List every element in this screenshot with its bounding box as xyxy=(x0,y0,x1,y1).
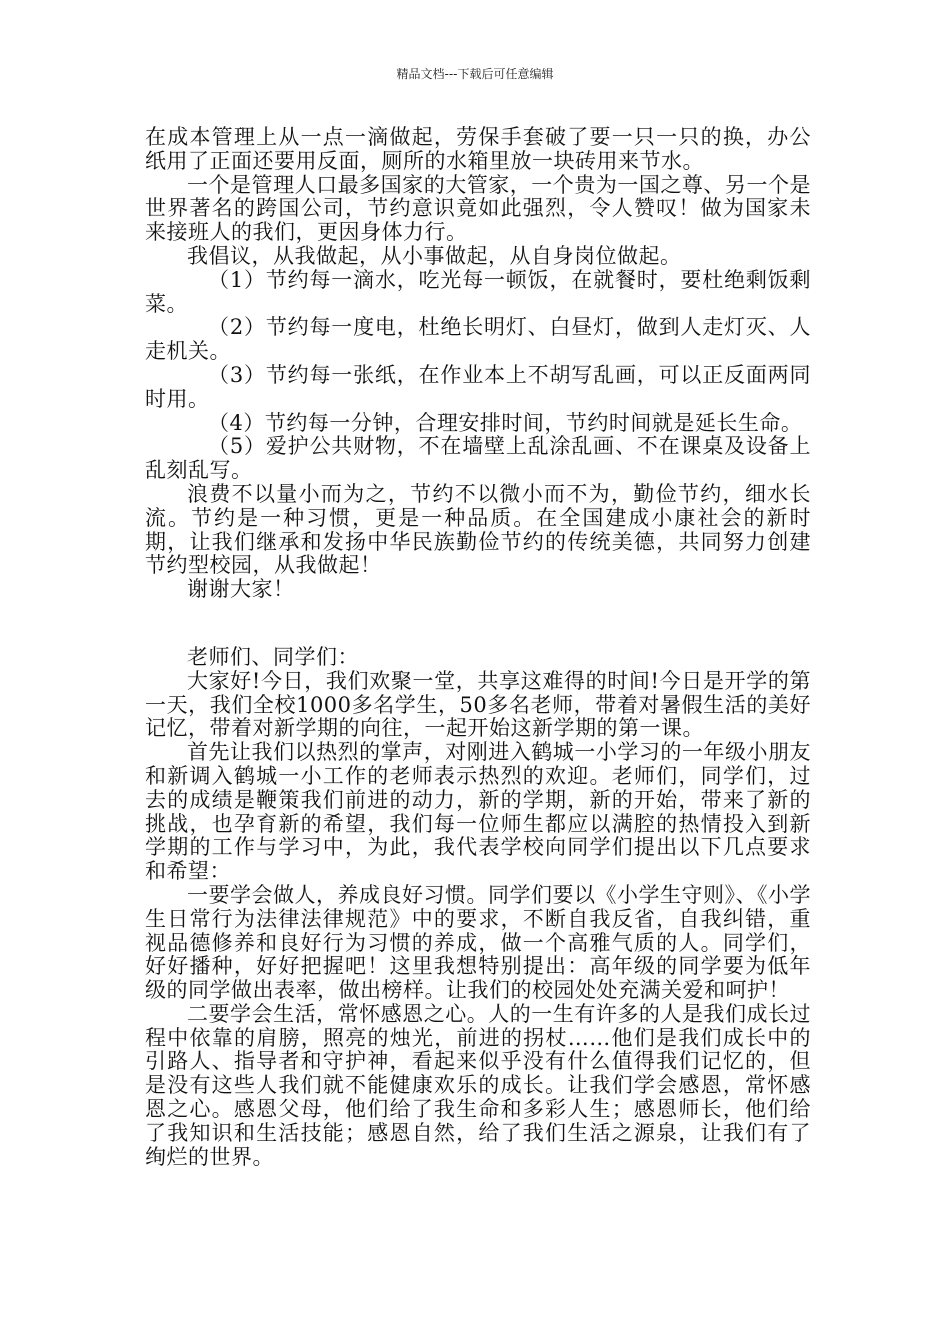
list-item: （5）爱护公共财物，不在墙壁上乱涂乱画、不在课桌及设备上乱刻乱写。 xyxy=(145,434,811,483)
paragraph: 我倡议，从我做起，从小事做起，从自身岗位做起。 xyxy=(187,243,682,268)
paragraph: 一要学会做人，养成良好习惯。同学们要以《小学生守则》、《小学生日常行为法律法律规范》中的要求，不断自我反省，自我纠错，重视品德修养和良好行为习惯的养成，做一个高雅气质的人。同学们，好好播种，好好把握吧！这里我想特别提出：高年级的同学要为低年级的同学做出表率，做出榜样。让我们的校园处处充满关爱和呵护！ xyxy=(145,882,811,1003)
list-item: （2）节约每一度电，杜绝长明灯、白昼灯，做到人走灯灭、人走机关。 xyxy=(145,315,811,364)
salutation: 老师们、同学们： xyxy=(187,644,359,669)
list-item: （1）节约每一滴水，吃光每一顿饭，在就餐时，要杜绝剩饭剩菜。 xyxy=(145,267,811,316)
page-header: 精品文档---下载后可任意编辑 xyxy=(396,67,554,81)
paragraph: 二要学会生活，常怀感恩之心。人的一生有许多的人是我们成长过程中依靠的肩膀，照亮的烛光，前进的拐杖……他们是我们成长中的引路人、指导者和守护神，看起来似乎没有什么值得我们记忆的，但是没有这些人我们就不能健康欢乐的成长。让我们学会感恩，常怀感恩之心。感恩父母，他们给了我生命和多彩人生；感恩师长，他们给了我知识和生活技能；感恩自然，给了我们生活之源泉，让我们有了绚烂的世界。 xyxy=(145,1001,811,1169)
paragraph: 在成本管理上从一点一滴做起，劳保手套破了要一只一只的换，办公纸用了正面还要用反面，厕所的水箱里放一块砖用来节水。 xyxy=(145,125,811,173)
paragraph: 浪费不以量小而为之，节约不以微小而不为，勤俭节约，细水长流。节约是一种习惯，更是一种品质。在全国建成小康社会的新时期，让我们继承和发扬中华民族勤俭节约的传统美德，共同努力创建节约型校园，从我做起！ xyxy=(145,481,811,578)
paragraph: 谢谢大家！ xyxy=(187,577,295,602)
list-item: （4）节约每一分钟，合理安排时间，节约时间就是延长生命。 xyxy=(208,410,803,435)
document-body xyxy=(145,126,811,1169)
paragraph: 首先让我们以热烈的掌声，对刚进入鹤城一小学习的一年级小朋友和新调入鹤城一小工作的老师表示热烈的欢迎。老师们，同学们，过去的成绩是鞭策我们前进的动力，新的学期，新的开始，带来了新的挑战，也孕育新的希望，我们每一位师生都应以满腔的热情投入到新学期的工作与学习中，为此，我代表学校向同学们提出以下几点要求和希望： xyxy=(145,740,811,884)
paragraph: 大家好!今日，我们欢聚一堂，共享这难得的时间!今日是开学的第一天，我们全校1000多名学生，50多名老师，带着对暑假生活的美好记忆，带着对新学期的向往，一起开始这新学期的第一课。 xyxy=(145,668,811,741)
section-spacer xyxy=(145,602,811,646)
paragraph: 一个是管理人口最多国家的大管家，一个贵为一国之尊、另一个是世界著名的跨国公司，节约意识竟如此强烈，令人赞叹！做为国家未来接班人的我们，更因身体力行。 xyxy=(145,172,811,245)
list-item: （3）节约每一张纸，在作业本上不胡写乱画，可以正反面两同时用。 xyxy=(145,362,811,411)
